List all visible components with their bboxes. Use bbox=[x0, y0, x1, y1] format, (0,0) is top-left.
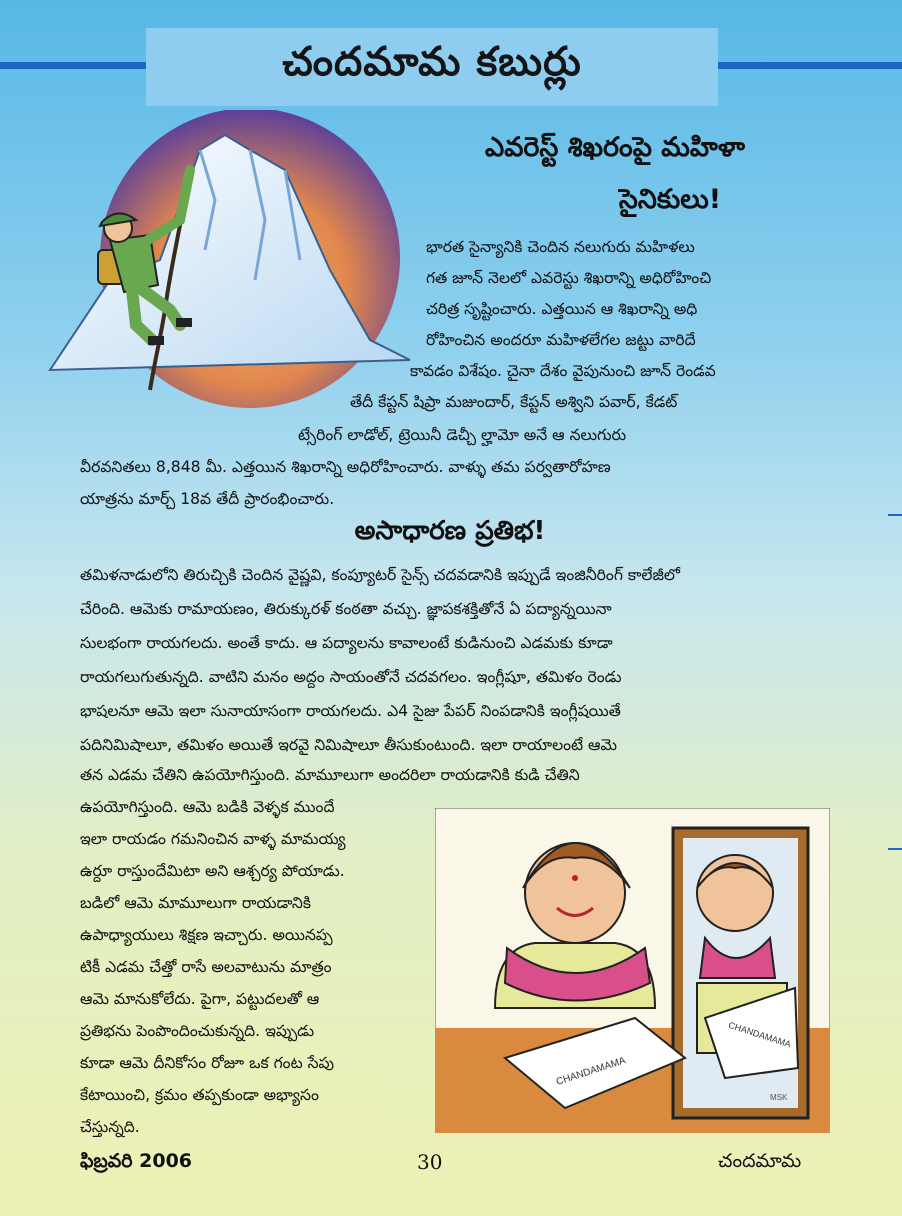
article-title-line1: ఎవరెస్ట్ శిఖరంపై మహిళా bbox=[485, 132, 745, 163]
paragraph-line: యాత్రను మార్చ్ 18వ తేదీ ప్రారంభించారు. bbox=[80, 490, 335, 508]
footer-date: ఫిబ్రవరి 2006 bbox=[80, 1150, 193, 1172]
paragraph-line: కూడా ఆమె దీనికోసం రోజూ ఒక గంట సేపు bbox=[80, 1054, 335, 1072]
paragraph-line: టికీ ఎడమ చేత్తో రాసే అలవాటును మాత్రం bbox=[80, 958, 332, 976]
mirror bbox=[673, 828, 808, 1118]
margin-mark bbox=[888, 848, 902, 850]
climber-illustration bbox=[40, 110, 420, 410]
paragraph-line: కావడం విశేషం. చైనా దేశం వైపునుంచి జూన్ రెండవ bbox=[410, 362, 716, 380]
footer-magazine: చందమామ bbox=[718, 1150, 802, 1172]
paragraph-line: చేస్తున్నది. bbox=[80, 1118, 140, 1136]
paragraph-line: చరిత్ర సృష్టించారు. ఎత్తయిన ఆ శిఖరాన్ని అధి bbox=[426, 300, 698, 318]
paragraph-line: ట్సేరింగ్ లాడోల్, ట్రెయినీ డెచ్చీ ల్హామో అనే ఆ నలుగురు bbox=[298, 426, 627, 444]
margin-mark bbox=[888, 514, 902, 516]
paragraph-line: ప్రతిభను పెంపొందించుకున్నది. ఇప్పుడు bbox=[80, 1022, 315, 1040]
page-title: చందమామ కబుర్లు bbox=[282, 39, 582, 85]
header-rule-right bbox=[718, 62, 902, 69]
paragraph-line: తేదీ కేప్టన్ షిప్రా మజుందార్, కేప్టన్ అశ్విని పవార్, కేడట్ bbox=[350, 393, 678, 411]
paragraph-line: గత జూన్ నెలలో ఎవరెస్టు శిఖరాన్ని అధిరోహించి bbox=[426, 269, 712, 287]
artist-signature: MSK bbox=[770, 1093, 788, 1102]
paragraph-line: ఇలా రాయడం గమనించిన వాళ్ళ మామయ్య bbox=[80, 830, 346, 848]
paragraph-line: ఉర్దూ రాస్తుందేమిటా అని ఆశ్చర్య పోయాడు. bbox=[80, 862, 345, 880]
paragraph-line: తమిళనాడులోని తిరుచ్చికి చెందిన వైష్ణవి, కంప్యూటర్ సైన్స్ చదవడానికి ఇప్పుడే ఇంజినీరింగ్ కాలేజీలో bbox=[80, 566, 680, 584]
girl-writing-illustration bbox=[435, 808, 830, 1133]
header-band bbox=[146, 28, 718, 106]
paragraph-line: చేరింది. ఆమెకు రామాయణం, తిరుక్కురళ్ కంఠతా వచ్చు. జ్ఞాపకశక్తితోనే ఏ పద్యాన్నయినా bbox=[80, 600, 612, 618]
paragraph-line: భారత సైన్యానికి చెందిన నలుగురు మహిళలు bbox=[426, 238, 695, 256]
paragraph-line: కేటాయించి, క్రమం తప్పకుండా అభ్యాసం bbox=[80, 1086, 319, 1104]
paragraph-line: సులభంగా రాయగలదు. అంతే కాదు. ఆ పద్యాలను కావాలంటే కుడినుంచి ఎడమకు కూడా bbox=[80, 634, 613, 652]
paragraph-line: ఆమె మానుకోలేదు. పైగా, పట్టుదలతో ఆ bbox=[80, 990, 320, 1008]
mirror-paper-text: CHANDAMAMA bbox=[727, 1019, 793, 1050]
article-title: అసాధారణ ప్రతిభ! bbox=[354, 516, 546, 546]
paragraph-line: పదినిమిషాలూ, తమిళం అయితే ఇరవై నిమిషాలూ తీసుకుంటుంది. ఇలా రాయాలంటే ఆమె bbox=[80, 736, 617, 754]
paragraph-line: రాయగలుగుతున్నది. వాటిని మనం అద్దం సాయంతోనే చదవగలం. ఇంగ్లీషూ, తమిళం రెండు bbox=[80, 668, 622, 686]
paragraph-line: ఉపయోగిస్తుంది. ఆమె బడికి వెళ్ళక ముందే bbox=[80, 798, 335, 816]
paragraph-line: బడిలో ఆమె మామూలుగా రాయడానికి bbox=[80, 894, 312, 912]
page-number: 30 bbox=[417, 1150, 443, 1174]
header-rule-left bbox=[0, 62, 146, 69]
article-title bbox=[440, 132, 790, 222]
paragraph-line: రోహించిన అందరూ మహిళలేగల జట్టు వారిదే bbox=[426, 331, 696, 349]
paragraph-line: భాషలనూ ఆమె ఇలా సునాయాసంగా రాయగలదు. ఎ4 సైజు పేపర్ నింపడానికి ఇంగ్లీషయితే bbox=[80, 702, 621, 720]
paragraph-line: ఉపాధ్యాయులు శిక్షణ ఇచ్చారు. అయినప్ప bbox=[80, 926, 333, 944]
paper-text: CHANDAMAMA bbox=[554, 1055, 628, 1088]
paragraph-line: వీరవనితలు 8,848 మీ. ఎత్తయిన శిఖరాన్ని అధిరోహించారు. వాళ్ళు తమ పర్వతారోహణ bbox=[80, 458, 611, 476]
paragraph-line: తన ఎడమ చేతిని ఉపయోగిస్తుంది. మామూలుగా అందరిలా రాయడానికి కుడి చేతిని bbox=[80, 766, 580, 784]
article-title-line2: సైనికులు! bbox=[618, 184, 722, 215]
